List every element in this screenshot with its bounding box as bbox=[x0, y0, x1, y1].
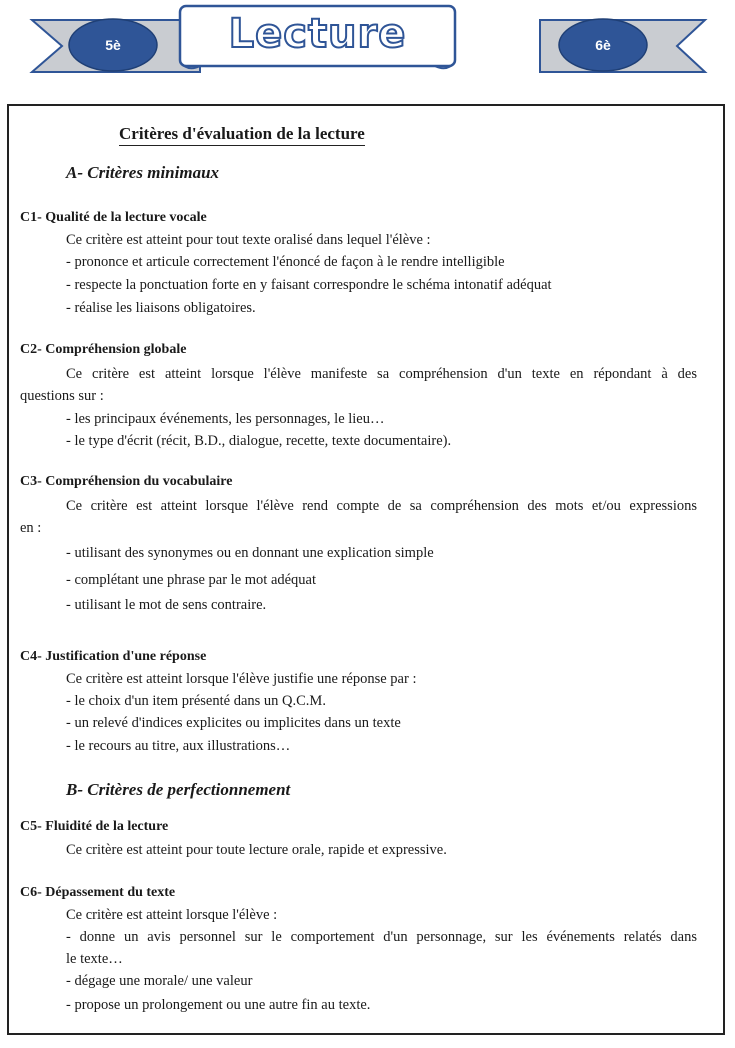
criterion-c2-intro-line1: Ce critère est atteint lorsque l'élève manifeste sa compréhension d'un texte en répondant à des bbox=[66, 366, 697, 382]
criterion-c2-heading: C2- Compréhension globale bbox=[20, 342, 187, 357]
header-banner bbox=[0, 0, 735, 90]
criterion-c4-intro: Ce critère est atteint lorsque l'élève justifie une réponse par : bbox=[66, 671, 417, 687]
list-item: - respecte la ponctuation forte en y faisant correspondre le schéma intonatif adéquat bbox=[66, 277, 552, 293]
document-title: Critères d'évaluation de la lecture bbox=[119, 124, 365, 146]
list-item: - un relevé d'indices explicites ou implicites dans un texte bbox=[66, 715, 401, 731]
criterion-c4-heading: C4- Justification d'une réponse bbox=[20, 649, 207, 664]
level-badge-right: 6è bbox=[595, 37, 611, 53]
list-item: - propose un prolongement ou une autre fin au texte. bbox=[66, 997, 371, 1013]
criterion-c3-heading: C3- Compréhension du vocabulaire bbox=[20, 474, 233, 489]
banner-title: Lecture bbox=[228, 11, 407, 57]
list-item: - utilisant le mot de sens contraire. bbox=[66, 597, 267, 613]
section-b-heading: B- Critères de perfectionnement bbox=[66, 780, 291, 799]
list-item-continuation: le texte… bbox=[66, 951, 123, 967]
list-item: - le choix d'un item présenté dans un Q.C.M. bbox=[66, 693, 326, 709]
list-item: - le recours au titre, aux illustrations… bbox=[66, 738, 291, 754]
criterion-c1-heading: C1- Qualité de la lecture vocale bbox=[20, 210, 207, 225]
list-item: - donne un avis personnel sur le comportement d'un personnage, sur les événements relatés dans bbox=[66, 929, 697, 945]
section-a-heading: A- Critères minimaux bbox=[66, 163, 220, 182]
criterion-c5-intro: Ce critère est atteint pour toute lecture orale, rapide et expressive. bbox=[66, 842, 447, 858]
list-item: - dégage une morale/ une valeur bbox=[66, 973, 253, 989]
list-item: - réalise les liaisons obligatoires. bbox=[66, 300, 256, 316]
criterion-c6-intro: Ce critère est atteint lorsque l'élève : bbox=[66, 907, 278, 923]
criterion-c3-intro-line2: en : bbox=[20, 520, 42, 536]
list-item: - prononce et articule correctement l'énoncé de façon à le rendre intelligible bbox=[66, 254, 505, 270]
criterion-c2-intro-line2: questions sur : bbox=[20, 388, 104, 404]
criterion-c1-intro: Ce critère est atteint pour tout texte oralisé dans lequel l'élève : bbox=[66, 232, 431, 248]
criterion-c5-heading: C5- Fluidité de la lecture bbox=[20, 819, 169, 834]
level-badge-left: 5è bbox=[105, 37, 121, 53]
criterion-c6-heading: C6- Dépassement du texte bbox=[20, 885, 176, 900]
list-item: - complétant une phrase par le mot adéquat bbox=[66, 572, 317, 588]
criterion-c3-intro-line1: Ce critère est atteint lorsque l'élève rend compte de sa compréhension des mots et/ou expressions bbox=[66, 498, 697, 514]
list-item: - les principaux événements, les personnages, le lieu… bbox=[66, 411, 385, 427]
list-item: - utilisant des synonymes ou en donnant une explication simple bbox=[66, 545, 434, 561]
list-item: - le type d'écrit (récit, B.D., dialogue, recette, texte documentaire). bbox=[66, 433, 452, 449]
